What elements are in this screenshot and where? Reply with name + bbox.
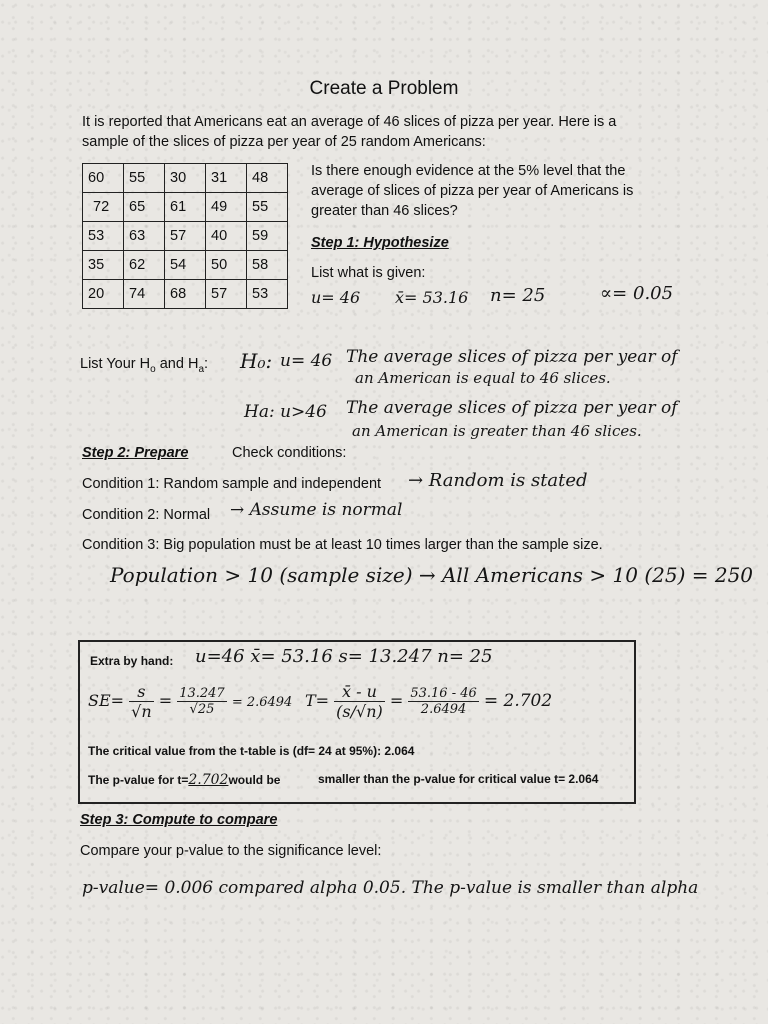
given-xbar: x̄= 53.16 [395, 288, 469, 307]
table-cell: 54 [165, 251, 206, 280]
table-cell: 63 [124, 222, 165, 251]
table-cell: 40 [206, 222, 247, 251]
t-denominator-2: 2.6494 [420, 702, 467, 717]
condition-3-answer: Population > 10 (sample size) → All Americans > 10 (25) = 250 [110, 563, 754, 587]
step1-heading: Step 1: Hypothesize [311, 235, 449, 251]
condition-2: Condition 2: Normal [82, 507, 211, 523]
hypotheses-label-pre: List Your H [80, 356, 151, 372]
hypotheses-sub-o: o [150, 363, 156, 375]
ha-text-1: The average slices of pizza per year of [346, 398, 678, 418]
se-fraction [129, 682, 154, 721]
table-cell: 53 [83, 222, 124, 251]
condition-1: Condition 1: Random sample and independent [82, 476, 382, 492]
table-row [83, 280, 288, 309]
se-denominator-2: √25 [189, 702, 215, 717]
table-cell: 60 [83, 164, 124, 193]
table-cell: 20 [83, 280, 124, 309]
hypotheses-label [80, 356, 208, 375]
se-numerator-2: 13.247 [179, 686, 225, 701]
h0-text-1: The average slices of pizza per year of [346, 347, 678, 367]
table-row [83, 251, 288, 280]
hypotheses-sub-a: a [198, 363, 204, 375]
condition-2-answer: → Assume is normal [230, 500, 403, 520]
se-numerator: s [129, 682, 154, 702]
pvalue-handwritten: 2.702 [188, 772, 229, 788]
t-label: T= [305, 691, 330, 710]
pvalue-mid: would be [228, 773, 281, 787]
table-cell: 48 [247, 164, 288, 193]
table-row [83, 193, 288, 222]
pvalue-pre: The p-value for t= [88, 773, 189, 787]
compare-answer: p-value= 0.006 compared alpha 0.05. The p-value is smaller than alpha [82, 878, 699, 898]
table-cell: 31 [206, 164, 247, 193]
hypotheses-label-mid: and H [155, 356, 199, 372]
step3-heading: Step 3: Compute to compare [80, 812, 278, 828]
t-result: = 2.702 [483, 691, 553, 711]
table-cell: 35 [83, 251, 124, 280]
table-cell: 55 [124, 164, 165, 193]
table-cell: 62 [124, 251, 165, 280]
table-cell: 57 [206, 280, 247, 309]
question-line-3: greater than 46 slices? [311, 203, 458, 219]
se-formula: SE= $\frac{s}{√n}$ = $\frac{13.247}{√25}$ = 2.6494 [88, 682, 293, 721]
se-result: = 2.6494 [231, 695, 293, 710]
t-numerator: x̄ - u [334, 682, 385, 702]
extra-label: Extra by hand: [90, 654, 174, 668]
condition-3: Condition 3: Big population must be at least 10 times larger than the sample size. [82, 537, 603, 553]
t-denominator: (s/√n) [336, 702, 383, 721]
table-cell: 68 [165, 280, 206, 309]
compare-text: Compare your p-value to the significance level: [80, 843, 382, 859]
h0-equation: u= 46 [280, 351, 333, 371]
ha-equation: Ha: u>46 [244, 402, 327, 422]
hypotheses-label-post: : [204, 356, 209, 372]
h0-symbol: H₀: [240, 349, 273, 373]
table-cell: 57 [165, 222, 206, 251]
table-cell: 55 [247, 193, 288, 222]
t-numerator-2: 53.16 - 46 [410, 686, 477, 701]
table-row [83, 222, 288, 251]
given-n: n= 25 [490, 285, 546, 306]
given-mu: u= 46 [311, 288, 361, 307]
t-formula: T= $\frac{x̄ - u}{(s/√n)}$ = $\frac{53.16 - 46}{2.6494}$ = 2.702 [305, 682, 553, 721]
table-cell: 53 [247, 280, 288, 309]
table-cell: 61 [165, 193, 206, 222]
table-cell: 58 [247, 251, 288, 280]
se-label: SE= [88, 691, 125, 710]
table-row [83, 164, 288, 193]
ha-text-2: an American is greater than 46 slices. [352, 422, 642, 440]
critical-value-text: The critical value from the t-table is (df= 24 at 95%): 2.064 [88, 744, 415, 758]
se-denominator: √n [131, 702, 152, 721]
question-line-1: Is there enough evidence at the 5% level that the [311, 163, 626, 179]
check-conditions: Check conditions: [232, 445, 347, 461]
table-cell: 74 [124, 280, 165, 309]
given-alpha: ∝= 0.05 [600, 283, 674, 304]
pvalue-post: smaller than the p-value for critical value t= 2.064 [318, 772, 599, 786]
h0-text-2: an American is equal to 46 slices. [355, 369, 611, 387]
table-cell: 50 [206, 251, 247, 280]
page-title: Create a Problem [309, 78, 459, 99]
table-cell: 49 [206, 193, 247, 222]
given-label: List what is given: [311, 265, 426, 281]
question-line-2: average of slices of pizza per year of Americans is [311, 183, 634, 199]
se-fraction-2 [177, 686, 227, 717]
intro-line-1: It is reported that Americans eat an average of 46 slices of pizza per year. Here is a [82, 114, 617, 130]
pvalue-line [88, 772, 280, 788]
t-fraction [334, 682, 385, 721]
t-fraction-2 [408, 686, 478, 717]
sample-data-table [82, 163, 288, 309]
step2-heading: Step 2: Prepare [82, 445, 189, 461]
table-cell: 65 [124, 193, 165, 222]
extra-values: u=46 x̄= 53.16 s= 13.247 n= 25 [195, 646, 493, 667]
table-cell: 30 [165, 164, 206, 193]
table-cell: 72 [83, 193, 124, 222]
intro-line-2: sample of the slices of pizza per year of 25 random Americans: [82, 134, 486, 150]
condition-1-answer: → Random is stated [408, 470, 588, 491]
table-cell: 59 [247, 222, 288, 251]
